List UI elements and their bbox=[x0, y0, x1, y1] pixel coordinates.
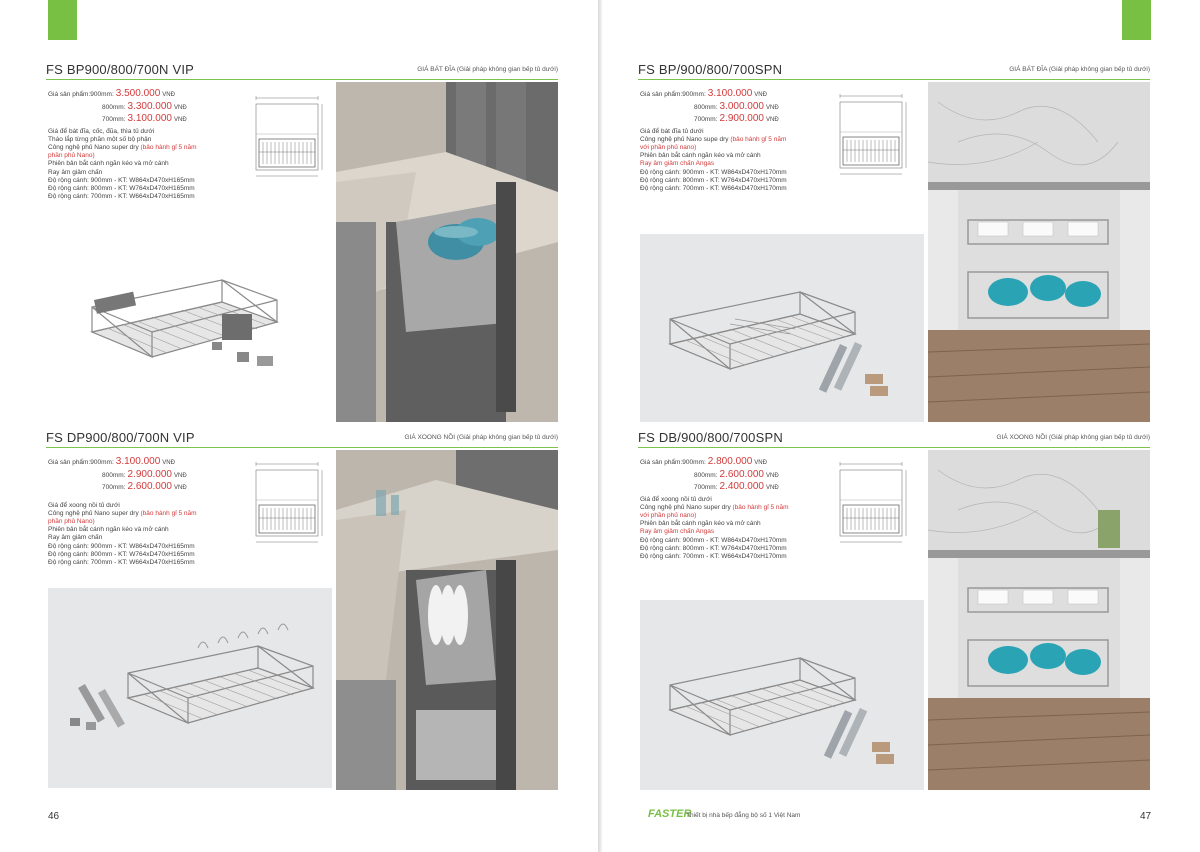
section-divider bbox=[638, 79, 1150, 80]
price-value: 3.500.000 bbox=[115, 88, 161, 99]
feature-line: Độ rộng cánh: 900mm - KT: W864xD470xH170mm bbox=[640, 168, 787, 176]
product-image-dish-rack bbox=[640, 234, 924, 422]
price-value: 3.100.000 bbox=[707, 88, 753, 99]
price-size: 700mm: bbox=[694, 484, 718, 491]
technical-drawing bbox=[836, 90, 912, 182]
section-divider bbox=[638, 447, 1150, 448]
feature-line: Giá để xoong nồi tủ dưới bbox=[48, 501, 120, 509]
feature-line: với phần phủ nano) bbox=[640, 143, 697, 151]
section-db-spn bbox=[638, 430, 1150, 790]
section-title: FS DB/900/800/700SPN bbox=[638, 430, 783, 445]
feature-list bbox=[48, 502, 253, 568]
price-size: 900mm: bbox=[682, 459, 706, 466]
price-currency: VNĐ bbox=[765, 485, 779, 491]
price-currency: VNĐ bbox=[173, 117, 187, 123]
photo-kitchen-dish-drawer bbox=[336, 82, 558, 422]
price-currency: VNĐ bbox=[173, 485, 187, 491]
price-intro: Giá sản phẩm: bbox=[640, 91, 683, 98]
feature-line: Độ rộng cánh: 800mm - KT: W764xD470xH170mm bbox=[640, 176, 787, 184]
feature-line: Độ rộng cánh: 800mm - KT: W764xD470xH165mm bbox=[48, 550, 195, 558]
feature-line: Công nghệ phủ Nano super dry (bảo hành gỉ 5 năm bbox=[48, 143, 197, 151]
price-size: 700mm: bbox=[694, 116, 718, 123]
section-dp-vip bbox=[46, 430, 558, 790]
price-value: 2.900.000 bbox=[127, 468, 172, 480]
feature-line: Độ rộng cánh: 700mm - KT: W664xD470xH165mm bbox=[48, 193, 195, 201]
photo-cabinet-pot-basket bbox=[928, 450, 1150, 790]
price-currency: VNĐ bbox=[754, 92, 767, 98]
technical-drawing bbox=[836, 458, 912, 550]
spec-block bbox=[48, 90, 253, 201]
price-intro: Giá sản phẩm: bbox=[48, 91, 91, 98]
feature-line: Ray âm giảm chấn Angas bbox=[640, 160, 715, 168]
feature-list bbox=[640, 496, 845, 562]
feature-line: Công nghệ phủ Nano super dry (bảo hành gỉ 5 năm bbox=[640, 503, 789, 511]
price-size: 700mm: bbox=[102, 484, 126, 491]
photo-cabinet-dish-rack bbox=[928, 82, 1150, 422]
feature-line: Ray âm giảm chấn Angas bbox=[640, 528, 715, 536]
section-subtitle: GIÁ BÁT ĐĨA (Giải pháp không gian bếp tủ dưới) bbox=[1009, 66, 1150, 73]
price-size: 800mm: bbox=[102, 471, 126, 479]
feature-line: Phiên bản bắt cánh ngăn kéo và mở cánh bbox=[640, 152, 761, 160]
feature-list bbox=[48, 128, 253, 202]
price-size: 900mm: bbox=[90, 459, 114, 466]
price-value: 3.100.000 bbox=[127, 113, 172, 124]
feature-line: Độ rộng cánh: 900mm - KT: W864xD470xH165mm bbox=[48, 176, 195, 184]
spec-block bbox=[640, 90, 845, 193]
feature-line: Ray âm giảm chấn bbox=[48, 168, 103, 176]
feature-line: Tháo lắp từng phần một số bộ phận bbox=[48, 135, 152, 143]
price-size: 800mm: bbox=[694, 103, 718, 111]
price-currency: VNĐ bbox=[765, 472, 779, 479]
price-size: 700mm: bbox=[102, 116, 126, 123]
price-value: 3.300.000 bbox=[127, 100, 172, 112]
section-subtitle: GIÁ BÁT ĐĨA (Giải pháp không gian bếp tủ dưới) bbox=[417, 66, 558, 73]
brand-logo: FASTER bbox=[648, 808, 692, 820]
feature-line: Độ rộng cánh: 700mm - KT: W664xD470xH170mm bbox=[640, 184, 787, 192]
price-value: 3.100.000 bbox=[115, 456, 161, 467]
feature-line: Ray âm giảm chấn bbox=[48, 534, 103, 542]
feature-line: Phiên bản bắt cánh ngăn kéo và mở cánh bbox=[640, 520, 761, 528]
price-size: 900mm: bbox=[682, 91, 706, 98]
price-size: 900mm: bbox=[90, 91, 114, 98]
price-row bbox=[48, 115, 253, 128]
feature-line: Công nghệ phủ Nano supe dry (bảo hành gỉ 5 năm bbox=[640, 135, 787, 143]
spec-block bbox=[48, 458, 253, 567]
price-currency: VNĐ bbox=[765, 104, 779, 111]
price-currency: VNĐ bbox=[754, 460, 767, 466]
price-size: 800mm: bbox=[102, 103, 126, 111]
price-currency: VNĐ bbox=[765, 117, 779, 123]
page-number-right: 47 bbox=[1140, 811, 1152, 822]
price-currency: VNĐ bbox=[173, 104, 187, 111]
price-value: 2.600.000 bbox=[719, 468, 764, 480]
price-row bbox=[640, 483, 845, 496]
section-divider bbox=[46, 447, 558, 448]
feature-line: phần phủ Nano) bbox=[48, 517, 95, 525]
feature-line: Giá để xoong nồi tủ dưới bbox=[640, 495, 712, 503]
price-intro: Giá sản phẩm: bbox=[48, 459, 91, 466]
feature-line: Giá để bát đĩa tủ dưới bbox=[640, 127, 704, 135]
feature-line: Độ rộng cánh: 700mm - KT: W664xD470xH165mm bbox=[48, 558, 195, 566]
feature-line: Công nghệ phủ Nano super dry (bảo hành gỉ 5 năm bbox=[48, 509, 197, 517]
brand-tagline: Thiết bị nhà bếp đẳng bộ số 1 Việt Nam bbox=[686, 812, 801, 819]
section-bp-vip bbox=[46, 62, 558, 422]
section-title: FS DP900/800/700N VIP bbox=[46, 430, 195, 445]
product-image-basket bbox=[72, 262, 292, 392]
product-image-pot-rack bbox=[48, 588, 332, 788]
feature-line: Giá để bát đĩa, cốc, đũa, thìa tủ dưới bbox=[48, 127, 155, 135]
feature-line: với phần phủ nano) bbox=[640, 511, 697, 519]
photo-kitchen-pot-drawer bbox=[336, 450, 558, 790]
feature-line: Độ rộng cánh: 900mm - KT: W864xD470xH165mm bbox=[48, 542, 195, 550]
price-currency: VNĐ bbox=[162, 460, 175, 466]
product-image-pot-basket bbox=[640, 600, 924, 790]
section-divider bbox=[46, 79, 558, 80]
feature-line: Độ rộng cánh: 900mm - KT: W864xD470xH170mm bbox=[640, 536, 787, 544]
price-value: 2.800.000 bbox=[707, 456, 753, 467]
technical-drawing bbox=[252, 458, 328, 550]
section-bp-spn bbox=[638, 62, 1150, 422]
green-tab-left bbox=[48, 0, 77, 40]
feature-line: Độ rộng cánh: 700mm - KT: W664xD470xH170mm bbox=[640, 552, 787, 560]
price-intro: Giá sản phẩm: bbox=[640, 459, 683, 466]
price-currency: VNĐ bbox=[162, 92, 175, 98]
section-subtitle: GIÁ XOONG NỒI (Giải pháp không gian bếp tủ dưới) bbox=[996, 434, 1150, 441]
technical-drawing bbox=[252, 92, 328, 184]
price-row bbox=[48, 483, 253, 496]
page-number-left: 46 bbox=[48, 811, 60, 822]
price-currency: VNĐ bbox=[173, 472, 187, 479]
feature-line: Phiên bản bắt cánh ngăn kéo và mở cánh bbox=[48, 526, 169, 534]
feature-line: Độ rộng cánh: 800mm - KT: W764xD470xH170mm bbox=[640, 544, 787, 552]
spec-block bbox=[640, 458, 845, 561]
price-row bbox=[640, 115, 845, 128]
feature-line: Độ rộng cánh: 800mm - KT: W764xD470xH165mm bbox=[48, 184, 195, 192]
section-title: FS BP900/800/700N VIP bbox=[46, 62, 195, 77]
price-value: 2.400.000 bbox=[719, 481, 764, 492]
feature-list bbox=[640, 128, 845, 194]
price-value: 2.600.000 bbox=[127, 481, 172, 492]
green-tab-right bbox=[1122, 0, 1151, 40]
feature-line: Phiên bản bắt cánh ngăn kéo và mở cánh bbox=[48, 160, 169, 168]
section-title: FS BP/900/800/700SPN bbox=[638, 62, 783, 77]
price-value: 3.000.000 bbox=[719, 100, 764, 112]
price-size: 800mm: bbox=[694, 471, 718, 479]
feature-line: phần phủ Nano) bbox=[48, 152, 95, 160]
price-value: 2.900.000 bbox=[719, 113, 764, 124]
section-subtitle: GIÁ XOONG NỒI (Giải pháp không gian bếp tủ dưới) bbox=[404, 434, 558, 441]
